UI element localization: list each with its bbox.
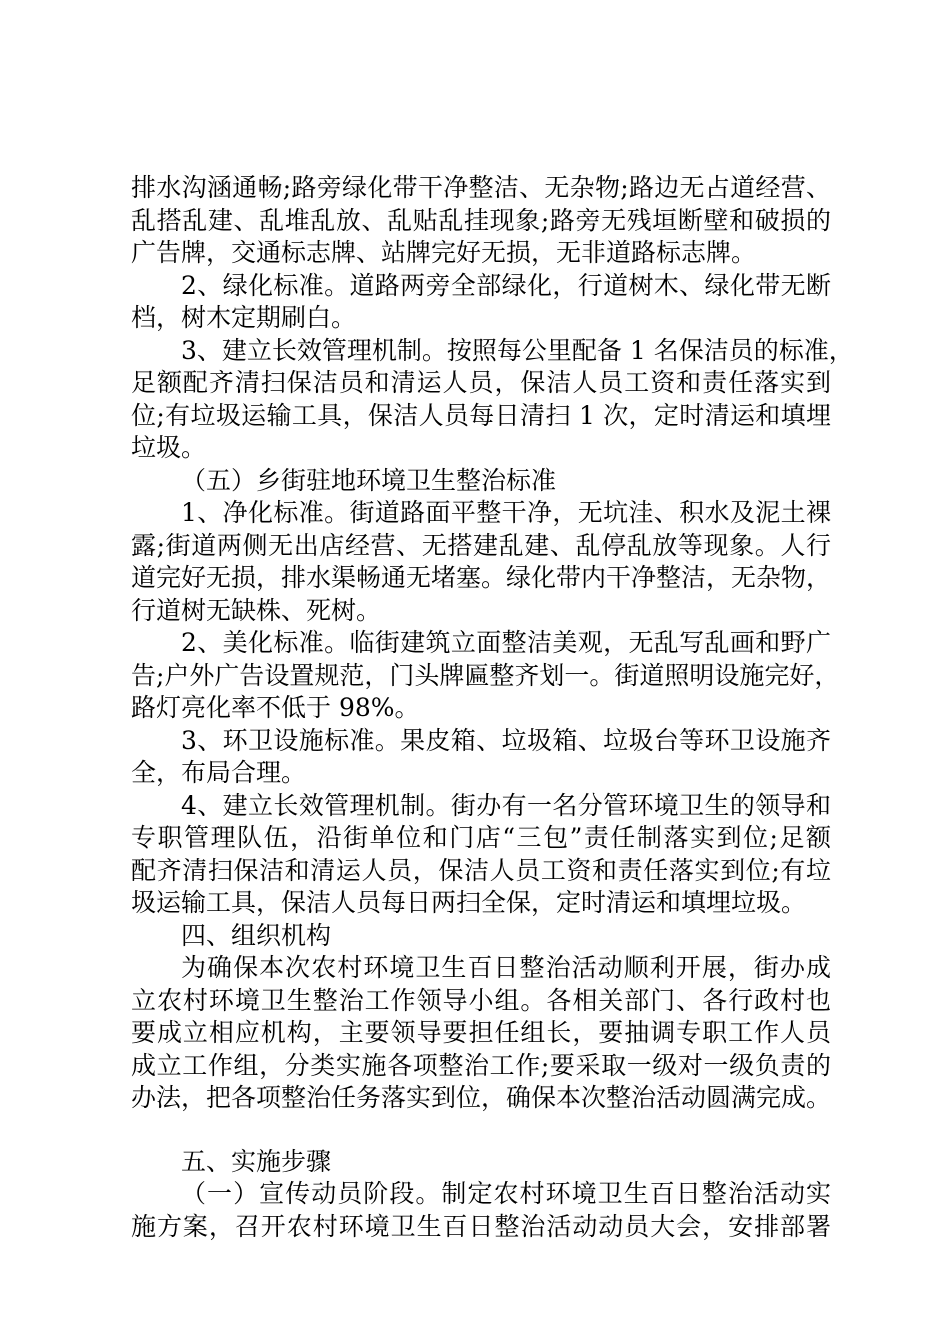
text-line: 专职管理队伍，沿街单位和门店“三包”责任制落实到位;足额	[131, 823, 831, 852]
text-line: 广告牌，交通标志牌、站牌完好无损，无非道路标志牌。	[131, 238, 757, 267]
text-line: 位;有垃圾运输工具，保洁人员每日清扫 1 次，定时清运和填埋	[131, 400, 831, 430]
text-line: 成立工作组，分类实施各项整治工作;要采取一级对一级负责的	[131, 1050, 831, 1080]
text-line: 排水沟涵通畅;路旁绿化带干净整洁、无杂物;路边无占道经营、	[131, 173, 831, 202]
text-line: 办法，把各项整治任务落实到位，确保本次整治活动圆满完成。	[131, 1083, 832, 1112]
paragraph-first-line: 为确保本次农村环境卫生百日整治活动顺利开展，街办成	[181, 953, 831, 982]
text-line: 路灯亮化率不低于 98%。	[131, 693, 420, 722]
paragraph-first-line: 3、环卫设施标准。果皮箱、垃圾箱、垃圾台等环卫设施齐	[181, 725, 831, 755]
text-line: 档，树木定期刷白。	[131, 303, 357, 332]
text-line: 施方案，召开农村环境卫生百日整治活动动员大会，安排部署	[131, 1211, 831, 1241]
section-heading: 五、实施步骤	[181, 1146, 332, 1176]
section-heading: 四、组织机构	[181, 920, 332, 950]
text-line: 立农村环境卫生整治工作领导小组。各相关部门、各行政村也	[131, 985, 831, 1015]
text-line: 圾运输工具，保洁人员每日两扫全保，定时清运和填埋垃圾。	[131, 888, 807, 917]
text-line: 行道树无缺株、死树。	[131, 595, 382, 625]
paragraph-first-line: （一）宣传动员阶段。制定农村环境卫生百日整治活动实	[181, 1179, 831, 1208]
paragraph-gap	[131, 1115, 831, 1146]
text-line: 道完好无损，排水渠畅通无堵塞。绿化带内干净整洁，无杂物，	[131, 563, 832, 592]
section-heading: （五）乡街驻地环境卫生整治标准	[181, 465, 557, 495]
paragraph-first-line: 1、净化标准。街道路面平整干净，无坑洼、积水及泥土裸	[181, 498, 831, 527]
text-line: 配齐清扫保洁和清运人员，保洁人员工资和责任落实到位;有垃	[131, 855, 831, 885]
text-line: 告;户外广告设置规范，门头牌匾整齐划一。街道照明设施完好，	[131, 660, 840, 690]
text-line: 乱搭乱建、乱堆乱放、乱贴乱挂现象;路旁无残垣断壁和破损的	[131, 205, 831, 235]
document-body	[131, 172, 854, 1243]
paragraph-first-line: 2、绿化标准。道路两旁全部绿化，行道树木、绿化带无断	[181, 270, 831, 300]
text-line: 露;街道两侧无出店经营、无搭建乱建、乱停乱放等现象。人行	[131, 530, 831, 560]
text-line: 垃圾。	[131, 433, 207, 462]
paragraph-first-line: 2、美化标准。临街建筑立面整洁美观，无乱写乱画和野广	[181, 628, 831, 657]
paragraph-first-line: 4、建立长效管理机制。街办有一名分管环境卫生的领导和	[181, 790, 831, 820]
paragraph-first-line: 3、建立长效管理机制。按照每公里配备 1 名保洁员的标准，	[181, 335, 854, 365]
text-line: 全，布局合理。	[131, 758, 307, 787]
text-line: 足额配齐清扫保洁员和清运人员，保洁人员工资和责任落实到	[131, 368, 831, 397]
text-line: 要成立相应机构，主要领导要担任组长，要抽调专职工作人员	[131, 1018, 831, 1047]
